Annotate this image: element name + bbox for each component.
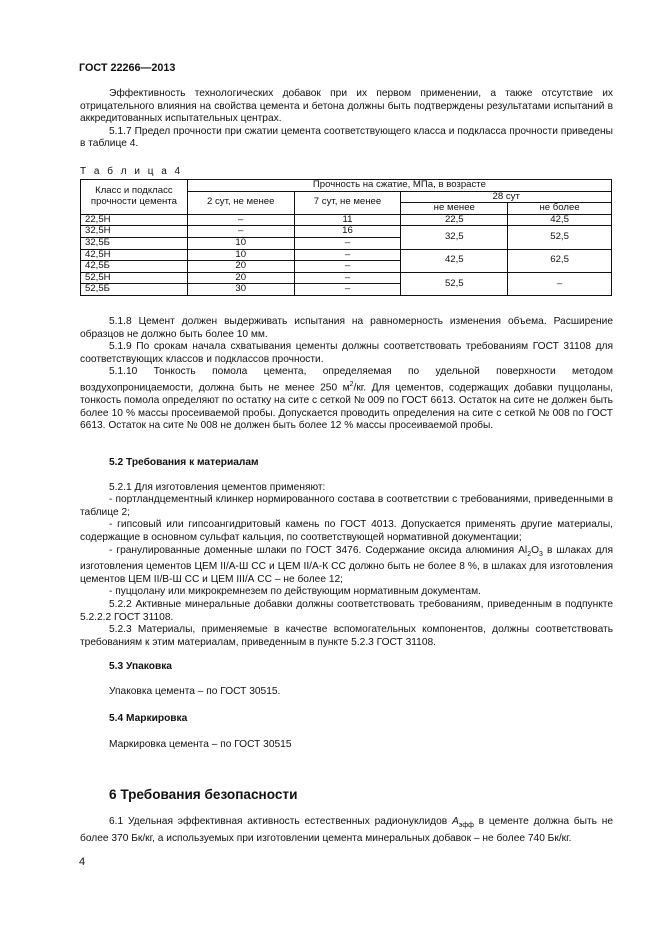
col-group-header: Прочность на сжатие, МПа, в возрасте: [187, 180, 611, 192]
intro-block: [80, 88, 613, 151]
paragraph-5-1-7: 5.1.7 Предел прочности при сжатии цемента соответствующего класса и подкласса прочности приведены в таблице 4.: [80, 125, 613, 150]
p5110-text-a: 5.1.10 Тонкость помола цемента, определяемая по удельной поверхности методом воздухопроницаемости, должна быть не менее 250 м: [80, 366, 613, 394]
cell-2d: 10: [187, 237, 294, 249]
cell-2d: 10: [187, 249, 294, 261]
col-28d-min-header: не менее: [401, 203, 508, 215]
o-subscript: 3: [539, 550, 543, 558]
col-28d-max-header: не более: [508, 203, 612, 215]
section-5-3: [80, 661, 613, 674]
section-5-4-body: [80, 739, 613, 752]
paragraphs-5-1-8-to-5-1-10: [80, 316, 613, 433]
cell-class: 32,5Н: [81, 226, 188, 238]
section-5-3-title: 5.3 Упаковка: [109, 661, 172, 672]
table-caption: Т а б л и ц а 4: [80, 166, 183, 177]
paragraph-5-2-3: 5.2.3 Материалы, применяемые в качестве вспомогательных компонентов, должны соответствовать требованиям к этим материалам, приведенным в пункте 5.2.3 ГОСТ 31108.: [80, 624, 613, 648]
section-5-3-body: [80, 686, 613, 699]
cell-2d: 30: [187, 284, 294, 296]
cell-2d: –: [187, 226, 294, 238]
p5110-superscript: 2: [349, 380, 354, 388]
cell-28d-max: 52,5: [508, 226, 612, 249]
list-item-slag: [80, 545, 613, 587]
table-row: [81, 249, 612, 261]
paragraph-6-1: [80, 816, 613, 845]
s6-text-a: 6.1 Удельная эффективная активность естественных радионуклидов: [109, 816, 452, 827]
slag-text-o: O: [531, 544, 540, 556]
cell-7d: 16: [294, 226, 401, 238]
list-item-pozzolan: - пуццолану или микрокремнезем по действующим нормативным документам.: [109, 586, 481, 598]
section-5-2: [80, 457, 613, 649]
table-row: [81, 272, 612, 284]
activity-symbol: А: [452, 816, 459, 827]
cell-2d: –: [187, 214, 294, 226]
list-item-gypsum: - гипсовый или гипсоангидритовый камень по ГОСТ 4013. Допускается применять другие материалы, содержащие в основном сульфат кальция, по соответствующей нормативной документации;: [80, 519, 613, 543]
activity-subscript: эфф: [458, 822, 474, 830]
cell-7d: –: [294, 237, 401, 249]
spacer: [80, 470, 613, 482]
cell-28d-min: 32,5: [401, 226, 508, 249]
cell-7d: –: [294, 272, 401, 284]
paragraph-5-2-1: 5.2.1 Для изготовления цементов применяют:: [109, 481, 326, 493]
cell-7d: –: [294, 261, 401, 273]
col-28d-header: 28 сут: [401, 191, 612, 203]
section-6: [80, 789, 613, 802]
cell-class: 22,5Н: [81, 214, 188, 226]
slag-text-a: - гранулированные доменные шлаки по ГОСТ 3476. Содержание оксида алюминия Al: [109, 544, 528, 556]
cell-class: 42,5Б: [81, 261, 188, 273]
cell-class: 42,5Н: [81, 249, 188, 261]
paragraph-5-2-2: 5.2.2 Активные минеральные добавки должны соответствовать требованиям, приведенным в подпункте 5.2.2.2 ГОСТ 31108.: [80, 598, 613, 623]
packaging-text: Упаковка цемента – по ГОСТ 30515.: [109, 686, 281, 697]
al-subscript: 2: [527, 550, 532, 558]
section-6-body: [80, 816, 613, 845]
cell-2d: 20: [187, 272, 294, 284]
cell-class: 52,5Б: [81, 284, 188, 296]
strength-table: [80, 179, 612, 296]
cell-28d-max: 42,5: [508, 214, 612, 226]
paragraph-tech-additives: Эффективность технологических добавок при их первом применении, а также отсутствие их отрицательного влияния на свойства цемента и бетона должны быть подтверждены результатами испытаний в аккредитованных испытательных центрах.: [80, 88, 613, 125]
cell-7d: –: [294, 284, 401, 296]
table-row: [81, 214, 612, 226]
cell-7d: 11: [294, 214, 401, 226]
section-5-2-title: 5.2 Требования к материалам: [109, 457, 259, 468]
table-row: [81, 226, 612, 238]
cell-class: 52,5Н: [81, 272, 188, 284]
document-header: ГОСТ 22266—2013: [79, 62, 176, 74]
marking-text: Маркировка цемента – по ГОСТ 30515: [109, 739, 292, 750]
paragraph-5-1-8: 5.1.8 Цемент должен выдерживать испытания на равномерность изменения объема. Расширение образцов не должно быть более 10 мм.: [80, 316, 613, 340]
slag-text-b: в шлаках для изготовления цементов ЦЕМ II/А-Ш СС и ЦЕМ II/А-К СС должно быть не более 8 %, в шлаках для изготовления цементов ЦЕМ II/В-Ш СС и ЦЕМ III/А СС – не более 12;: [80, 544, 613, 585]
cell-28d-min: 42,5: [401, 249, 508, 272]
cell-class: 32,5Б: [81, 237, 188, 249]
section-5-4: [80, 713, 613, 726]
col-2d-header: 2 сут, не менее: [187, 191, 294, 214]
cell-28d-min: 52,5: [401, 272, 508, 295]
col-7d-header: 7 сут, не менее: [294, 191, 401, 214]
paragraph-5-1-9: 5.1.9 По срокам начала схватывания цементы должны соответствовать требованиям ГОСТ 31108 для соответствующих классов и подклассов прочности.: [80, 341, 613, 365]
cell-28d-min: 22,5: [401, 214, 508, 226]
s6-text-b: в цементе должна быть не более 370 Бк/кг, а используемых при изготовлении цемента минеральных добавок – не более 740 Бк/кг.: [80, 816, 614, 844]
cell-28d-max: 62,5: [508, 249, 612, 272]
paragraph-5-1-10: [80, 366, 613, 432]
table-header-row: [81, 180, 612, 192]
section-6-title: 6 Требования безопасности: [109, 787, 298, 802]
cell-28d-max: –: [508, 272, 612, 295]
col-class-header: Класс и подкласс прочности цемента: [81, 180, 188, 215]
page-number: 4: [79, 856, 86, 868]
list-item-clinker: - портландцементный клинкер нормированного состава в соответствии с требованиями, приведенными в таблице 2;: [80, 494, 613, 518]
cell-7d: –: [294, 249, 401, 261]
p5110-text-b: /кг. Для цементов, содержащих добавки пуццоланы, тонкость помола определяют по остатку на сите с сеткой № 009 по ГОСТ 6613. Остаток на сите не должен быть более 10 % массы просеиваемой пробы. Допускается проводить определения на сите с сеткой № 008 по ГОСТ 6613. Остаток на сите № 008 не должен быть более 12 % массы просеиваемой пробы.: [80, 382, 613, 432]
cell-2d: 20: [187, 261, 294, 273]
section-5-4-title: 5.4 Маркировка: [109, 713, 188, 724]
